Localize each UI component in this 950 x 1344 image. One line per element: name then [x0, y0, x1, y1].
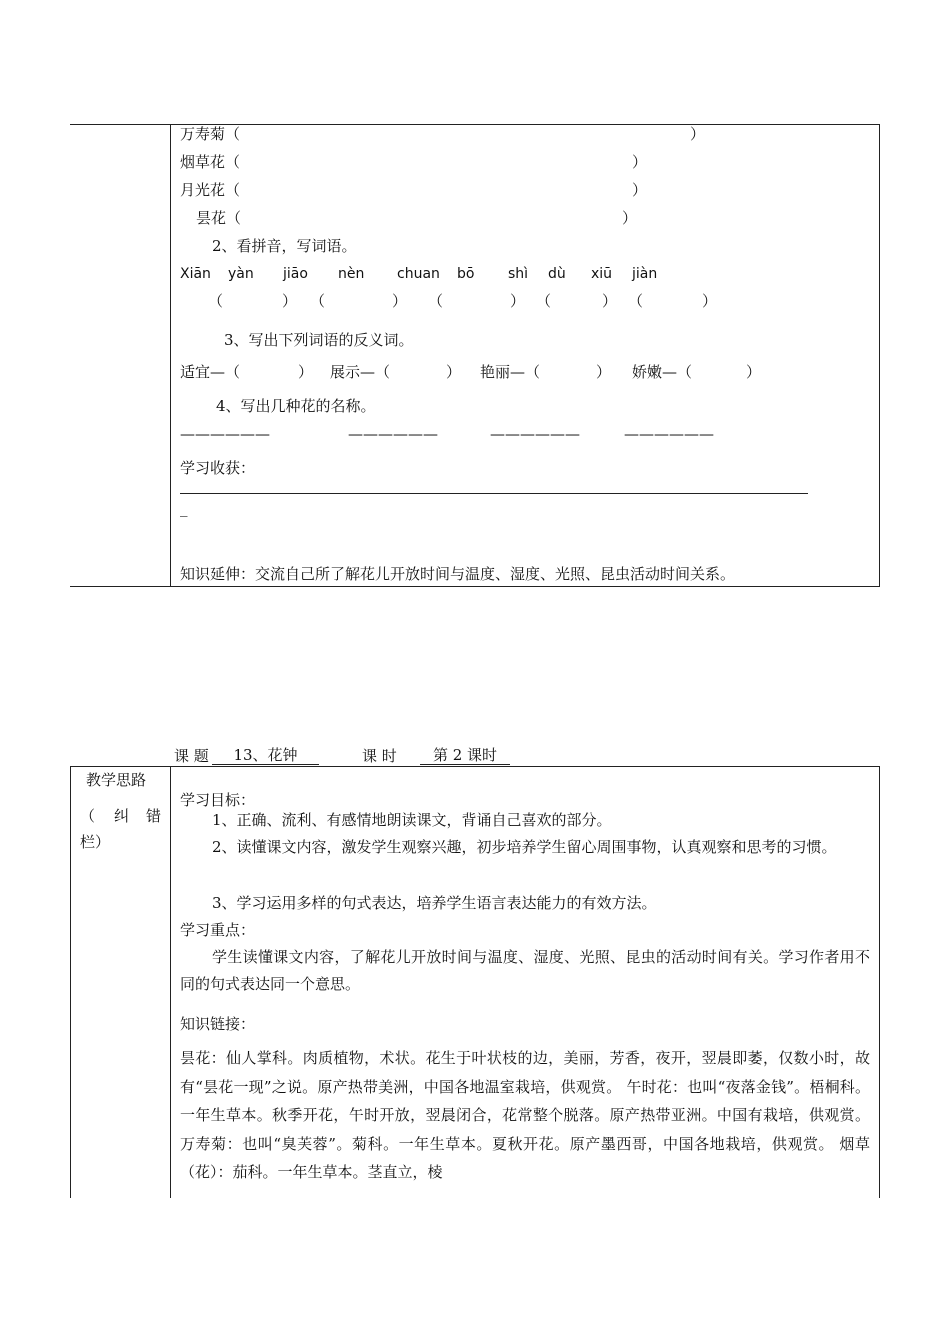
pinyin-syllable: yàn — [228, 266, 254, 282]
paren-open: （ — [628, 292, 644, 310]
table1-divider — [170, 124, 171, 587]
period-value-text: 第 2 课时 — [432, 746, 498, 764]
paren-open: （ — [310, 292, 326, 310]
goal-3: 3、学习运用多样的句式表达，培养学生语言表达能力的有效方法。 — [212, 894, 657, 912]
period-value — [420, 746, 510, 765]
side-column-title: 教学思路 — [86, 771, 147, 789]
paren-close: ） — [446, 363, 462, 381]
table1-right-border — [879, 124, 880, 587]
flower-label: 昙花（ — [196, 209, 242, 227]
paren-close: ） — [596, 363, 612, 381]
antonym-item: 娇嫩—（ — [632, 363, 693, 381]
pinyin-syllable: Xiān — [180, 266, 211, 282]
table2-top-border — [70, 766, 880, 767]
flower-label: 万寿菊（ — [180, 125, 241, 143]
pinyin-syllable: nèn — [338, 266, 365, 282]
table2-right-border — [879, 766, 880, 1198]
antonym-item: 展示—（ — [330, 363, 391, 381]
flower-close-paren: ） — [690, 125, 706, 143]
paren-close: ） — [702, 292, 718, 310]
focus-title: 学习重点： — [180, 921, 256, 939]
goals-title: 学习目标： — [180, 791, 256, 809]
pinyin-syllable: jiāo — [283, 266, 308, 282]
harvest-line-tail: _ — [180, 499, 188, 517]
side-column-paren: （ — [80, 807, 96, 825]
answer-blank: —————— — [624, 425, 714, 443]
harvest-label: 学习收获： — [180, 459, 256, 477]
side-column-jiu: 纠 — [114, 807, 130, 825]
pinyin-syllable: dù — [548, 266, 566, 282]
table2-left-border — [70, 766, 71, 1198]
side-column-cuo: 错 — [146, 807, 162, 825]
antonym-item: 艳丽—（ — [480, 363, 541, 381]
side-column-lan: 栏） — [80, 833, 111, 851]
flower-line-wanshouju — [180, 124, 240, 144]
flower-close-paren: ） — [632, 153, 648, 171]
question-3-title: 3、写出下列词语的反义词。 — [224, 331, 414, 349]
pinyin-syllable: xiū — [591, 266, 613, 282]
table2-divider — [170, 766, 171, 1198]
paren-open: （ — [428, 292, 444, 310]
topic-value-text: 13、花钟 — [233, 746, 298, 764]
topic-value — [212, 746, 319, 765]
goal-1: 1、正确、流利、有感情地朗读课文，背诵自己喜欢的部分。 — [212, 811, 612, 829]
goal-2: 2、读懂课文内容，激发学生观察兴趣，初步培养学生留心周围事物，认真观察和思考的习惯。 — [212, 838, 837, 856]
harvest-writing-line — [180, 493, 808, 494]
pinyin-syllable: bō — [457, 266, 475, 282]
flower-label: 烟草花（ — [180, 153, 241, 171]
answer-blank: —————— — [348, 425, 438, 443]
flower-line-yueguanghua — [180, 180, 240, 200]
answer-blank: —————— — [490, 425, 580, 443]
answer-blank: —————— — [180, 425, 270, 443]
flower-close-paren: ） — [622, 209, 638, 227]
paren-open: （ — [208, 292, 224, 310]
antonym-item: 适宜—（ — [180, 363, 241, 381]
paren-close: ） — [282, 292, 298, 310]
pinyin-syllable: chuan — [397, 266, 440, 282]
pinyin-syllable: jiàn — [632, 266, 658, 282]
flower-label: 月光花（ — [180, 181, 241, 199]
flower-line-yancaohua — [180, 152, 240, 172]
pinyin-syllable: shì — [508, 266, 529, 282]
table1-bottom-border — [70, 586, 880, 587]
period-label: 课 时 — [362, 747, 397, 765]
link-text: 昙花：仙人掌科。肉质植物，术状。花生于叶状枝的边，美丽，芳香，夜开，翌晨即萎，仅数小时，故有“昙花一现”之说。原产热带美洲，中国各地温室栽培，供观赏。 午时花：也叫“夜落金钱”。梧桐科。一年生草本。秋季开花，午时开放，翌晨闭合，花常整个脱落。原产热带亚洲。中国有栽培，供观赏。 万寿菊：也叫“臭芙蓉”。菊科。一年生草本。夏秋开花。原产墨西哥，中国各地栽培，供观赏。 烟草（花）：茄科。一年生草本。茎直立，棱 — [180, 1049, 870, 1181]
paren-close: ） — [746, 363, 762, 381]
question-4-title: 4、写出几种花的名称。 — [216, 397, 376, 415]
paren-open: （ — [536, 292, 552, 310]
link-title: 知识链接： — [180, 1015, 256, 1033]
paren-close: ） — [602, 292, 618, 310]
paren-close: ） — [298, 363, 314, 381]
paren-close: ） — [392, 292, 408, 310]
paren-close: ） — [510, 292, 526, 310]
flower-line-tanhua — [196, 208, 241, 228]
knowledge-extension: 知识延伸：交流自己所了解花儿开放时间与温度、湿度、光照、昆虫活动时间关系。 — [180, 565, 736, 583]
topic-label: 课 题 — [174, 747, 209, 765]
question-2-title: 2、看拼音，写词语。 — [212, 237, 357, 255]
flower-close-paren: ） — [632, 181, 648, 199]
focus-text: 学生读懂课文内容，了解花儿开放时间与温度、湿度、光照、昆虫的活动时间有关。学习作者用不同的句式表达同一个意思。 — [180, 948, 870, 993]
